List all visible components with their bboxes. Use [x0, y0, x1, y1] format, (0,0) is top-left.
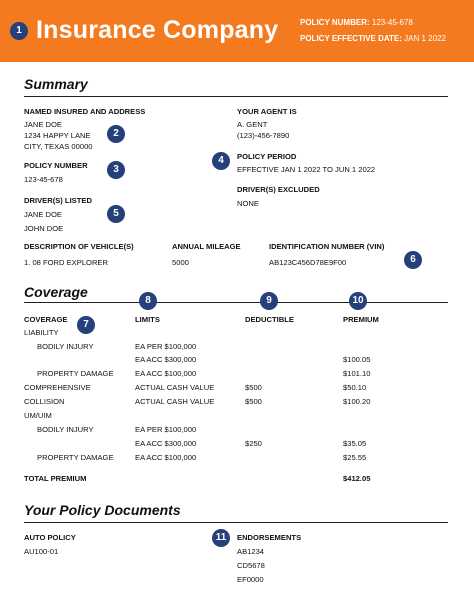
vin-label: IDENTIFICATION NUMBER (VIN)	[269, 242, 385, 251]
header-policy-number-value: 123-45-678	[371, 18, 413, 27]
coverage-row-limit: EA PER $100,000	[135, 342, 197, 351]
vehicle-label: DESCRIPTION OF VEHICLE(S)	[24, 242, 134, 251]
mileage-label: ANNUAL MILEAGE	[172, 242, 241, 251]
coverage-row-name: PROPERTY DAMAGE	[37, 369, 114, 378]
callout-badge-6: 6	[404, 251, 422, 269]
coverage-row-premium: $101.10	[343, 369, 371, 378]
deductible-header: DEDUCTIBLE	[245, 315, 294, 324]
coverage-header: COVERAGE	[24, 315, 68, 324]
policy-number-label: POLICY NUMBER	[24, 161, 88, 170]
documents-divider	[24, 522, 448, 523]
endorsements-label: ENDORSEMENTS	[237, 533, 302, 542]
coverage-row-name: UM/UIM	[24, 411, 52, 420]
coverage-row-limit: EA PER $100,000	[135, 425, 197, 434]
total-premium-label: TOTAL PREMIUM	[24, 474, 87, 483]
callout-badge-11: 11	[212, 529, 230, 547]
coverage-divider	[24, 302, 448, 303]
coverage-row-name: BODILY INJURY	[37, 342, 94, 351]
callout-badge-4: 4	[212, 152, 230, 170]
premium-header: PREMIUM	[343, 315, 379, 324]
coverage-row-limit: ACTUAL CASH VALUE	[135, 397, 215, 406]
coverage-title: Coverage	[24, 284, 88, 300]
endorsement-item: CD5678	[237, 561, 265, 570]
callout-badge-1: 1	[10, 22, 28, 40]
header-policy-number	[300, 18, 413, 27]
header-banner	[0, 0, 474, 62]
callout-badge-8: 8	[139, 292, 157, 310]
auto-policy-label: AUTO POLICY	[24, 533, 76, 542]
header-policy-number-label: POLICY NUMBER:	[300, 18, 370, 27]
coverage-row-name: LIABILITY	[24, 328, 59, 337]
header-effective-date-value: JAN 1 2022	[404, 34, 446, 43]
callout-badge-5: 5	[107, 205, 125, 223]
policy-period-label: POLICY PERIOD	[237, 152, 297, 161]
header-effective-date	[300, 34, 446, 43]
callout-badge-3: 3	[107, 161, 125, 179]
agent-label: YOUR AGENT IS	[237, 107, 297, 116]
coverage-row-deductible: $500	[245, 383, 262, 392]
coverage-row-limit: ACTUAL CASH VALUE	[135, 383, 215, 392]
coverage-row-limit: EA ACC $100,000	[135, 453, 197, 462]
callout-badge-9: 9	[260, 292, 278, 310]
address-line-2: CITY, TEXAS 00000	[24, 142, 93, 151]
company-name: Insurance Company	[36, 16, 279, 44]
callout-badge-7: 7	[77, 316, 95, 334]
coverage-row-premium: $35.05	[343, 439, 367, 448]
coverage-row-name: COMPREHENSIVE	[24, 383, 91, 392]
vin-value: AB123C456D78E9F00	[269, 258, 347, 267]
coverage-row-deductible: $500	[245, 397, 262, 406]
policy-number-value: 123-45-678	[24, 175, 63, 184]
endorsement-item: AB1234	[237, 547, 265, 556]
summary-divider	[24, 96, 448, 97]
header-effective-date-label: POLICY EFFECTIVE DATE:	[300, 34, 402, 43]
limits-header: LIMITS	[135, 315, 160, 324]
mileage-value: 5000	[172, 258, 189, 267]
coverage-row-deductible: $250	[245, 439, 262, 448]
coverage-row-limit: EA ACC $300,000	[135, 355, 197, 364]
total-premium-value: $412.05	[343, 474, 371, 483]
driver-listed-1: JANE DOE	[24, 210, 62, 219]
agent-phone: (123)-456-7890	[237, 131, 290, 140]
summary-title: Summary	[24, 76, 88, 92]
insured-name: JANE DOE	[24, 120, 62, 129]
coverage-row-limit: EA ACC $100,000	[135, 369, 197, 378]
documents-title: Your Policy Documents	[24, 502, 181, 518]
coverage-row-name: COLLISION	[24, 397, 65, 406]
agent-name: A. GENT	[237, 120, 268, 129]
coverage-row-name: PROPERTY DAMAGE	[37, 453, 114, 462]
drivers-excluded-label: DRIVER(S) EXCLUDED	[237, 185, 320, 194]
coverage-row-premium: $100.05	[343, 355, 371, 364]
drivers-excluded-value: NONE	[237, 199, 259, 208]
address-line-1: 1234 HAPPY LANE	[24, 131, 91, 140]
named-insured-label: NAMED INSURED AND ADDRESS	[24, 107, 146, 116]
drivers-listed-label: DRIVER(S) LISTED	[24, 196, 92, 205]
auto-policy-value: AU100-01	[24, 547, 59, 556]
coverage-row-name: BODILY INJURY	[37, 425, 94, 434]
coverage-row-premium: $50.10	[343, 383, 367, 392]
coverage-row-premium: $25.55	[343, 453, 367, 462]
policy-period-value: EFFECTIVE JAN 1 2022 TO JUN 1 2022	[237, 165, 376, 174]
vehicle-value: 1. 08 FORD EXPLORER	[24, 258, 108, 267]
callout-badge-10: 10	[349, 292, 367, 310]
callout-badge-2: 2	[107, 125, 125, 143]
coverage-row-premium: $100.20	[343, 397, 371, 406]
coverage-row-limit: EA ACC $300,000	[135, 439, 197, 448]
driver-listed-2: JOHN DOE	[24, 224, 64, 233]
endorsement-item: EF0000	[237, 575, 264, 584]
